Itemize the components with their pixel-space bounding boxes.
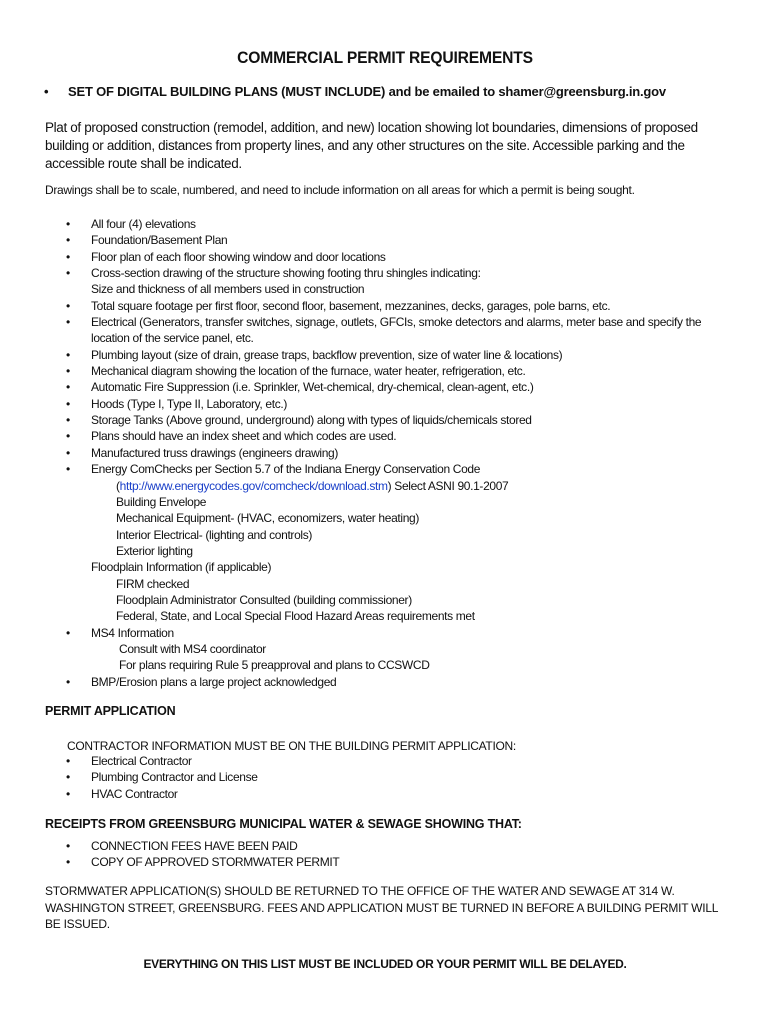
list-subitem: [66, 559, 726, 575]
contact-email[interactable]: shamer@greensburg.in.gov: [498, 84, 666, 99]
list-item: [66, 298, 726, 314]
list-item-text: Floor plan of each floor showing window and door locations: [91, 249, 386, 264]
list-item-text: HVAC Contractor: [91, 786, 178, 801]
list-item-text: Hoods (Type I, Type II, Laboratory, etc.): [91, 396, 287, 411]
list-subitem-text: Size and thickness of all members used in construction: [91, 282, 365, 297]
bullet-icon: •: [66, 413, 70, 428]
list-subitem-text: Mechanical Equipment- (HVAC, economizers, water heating): [116, 511, 419, 526]
bullet-icon: •: [66, 396, 70, 411]
list-item-text: BMP/Erosion plans a large project acknowledged: [91, 674, 337, 689]
list-subitem: [66, 478, 726, 494]
list-item-text: Mechanical diagram showing the location of the furnace, water heater, refrigeration, etc.: [91, 364, 526, 379]
footer-warning: EVERYTHING ON THIS LIST MUST BE INCLUDED OR YOUR PERMIT WILL BE DELAYED.: [143, 957, 627, 971]
list-item: [66, 854, 726, 870]
list-subitem: [66, 281, 726, 297]
list-subitem-text: FIRM checked: [116, 576, 190, 591]
stormwater-note: STORMWATER APPLICATION(S) SHOULD BE RETURNED TO THE OFFICE OF THE WATER AND SEWAGE AT 314 W. WASHINGTON STREET, GREENSBURG. FEES AND APPLICATION MUST BE TURNED IN BEFORE A BUILDING PERMIT WILL BE ISSUED.: [45, 884, 718, 931]
bullet-icon: •: [66, 445, 70, 460]
bullet-icon: •: [66, 298, 70, 313]
list-item-text: Automatic Fire Suppression (i.e. Sprinkler, Wet-chemical, dry-chemical, clean-agent, etc.): [91, 380, 534, 395]
list-item: [66, 216, 726, 232]
list-subitem-text: Floodplain Administrator Consulted (building commissioner): [116, 592, 412, 607]
list-subitem: [66, 657, 726, 673]
bullet-icon: •: [66, 315, 70, 330]
list-item: [66, 347, 726, 363]
receipts-list: [66, 838, 726, 871]
requirements-list: [66, 216, 726, 690]
bullet-icon: •: [66, 674, 70, 689]
list-item: [66, 396, 726, 412]
digital-plans-label: SET OF DIGITAL BUILDING PLANS (MUST INCLUDE) and be emailed to: [68, 84, 499, 99]
list-item-text: Plumbing Contractor and License: [91, 770, 258, 785]
list-item-text: Energy ComChecks per Section 5.7 of the Indiana Energy Conservation Code: [91, 462, 481, 477]
list-subitem-text: Floodplain Information (if applicable): [91, 560, 272, 575]
intro-paragraph: Plat of proposed construction (remodel, addition, and new) location showing lot boundaries, dimensions of proposed building or addition, distances from property lines, and any other structures on the site. Accessible parking and the accessible route shall be indicated.: [45, 120, 698, 171]
energy-link-line: [66, 478, 726, 494]
list-subitem-text: Building Envelope: [116, 494, 207, 509]
list-item-text: Plans should have an index sheet and which codes are used.: [91, 429, 397, 444]
contractor-list: [66, 753, 726, 802]
list-item-text: Electrical Contractor: [91, 754, 192, 768]
list-item-text: Manufactured truss drawings (engineers drawing): [91, 445, 339, 460]
list-item-text: COPY OF APPROVED STORMWATER PERMIT: [91, 855, 340, 870]
bullet-icon: •: [66, 786, 70, 801]
bullet-icon: •: [44, 84, 49, 99]
bullet-icon: •: [66, 266, 70, 281]
list-subitem: [66, 641, 726, 657]
bullet-icon: •: [66, 855, 70, 870]
list-item-text: CONNECTION FEES HAVE BEEN PAID: [91, 839, 298, 853]
list-item: [66, 753, 726, 769]
list-item: [66, 625, 726, 641]
list-item-text: Electrical (Generators, transfer switches, signage, outlets, GFCIs, smoke detectors and alarms, meter base and specify the location of the service panel, etc.: [91, 315, 702, 346]
list-subitem: [66, 608, 726, 624]
list-subitem: [66, 576, 726, 592]
list-subitem: [66, 543, 726, 559]
list-subitem: [66, 592, 726, 608]
list-subitem-text: Interior Electrical- (lighting and controls): [116, 527, 313, 542]
bullet-icon: •: [66, 625, 70, 640]
list-item: [66, 412, 726, 428]
list-subitem: [66, 510, 726, 526]
list-item-text: Foundation/Basement Plan: [91, 233, 228, 248]
list-subitem-text: Consult with MS4 coordinator: [119, 641, 266, 656]
paren-open: (: [116, 478, 120, 493]
receipts-heading: RECEIPTS FROM GREENSBURG MUNICIPAL WATER & SEWAGE SHOWING THAT:: [45, 817, 522, 831]
list-item: [66, 265, 726, 281]
list-item: [66, 249, 726, 265]
digital-plans-text: [68, 84, 666, 99]
list-item: [66, 314, 726, 347]
list-item-text: Plumbing layout (size of drain, grease traps, backflow prevention, size of water line & locations): [91, 347, 563, 362]
list-item-text: Total square footage per first floor, second floor, basement, mezzanines, decks, garages, pole barns, etc.: [91, 298, 611, 313]
drawings-note: Drawings shall be to scale, numbered, and need to include information on all areas for which a permit is being sought.: [45, 183, 635, 197]
list-item: [66, 461, 726, 477]
list-subitem: [66, 527, 726, 543]
list-item: [66, 379, 726, 395]
bullet-icon: •: [66, 380, 70, 395]
bullet-icon: •: [66, 217, 70, 231]
bullet-icon: •: [66, 347, 70, 362]
list-item: [66, 428, 726, 444]
list-item-text: All four (4) elevations: [91, 217, 196, 231]
list-item: [66, 232, 726, 248]
list-item: [66, 838, 726, 854]
list-subitem-text: Federal, State, and Local Special Flood Hazard Areas requirements met: [116, 609, 475, 624]
page-title: COMMERCIAL PERMIT REQUIREMENTS: [237, 48, 533, 67]
energy-link-suffix: ) Select ASNI 90.1-2007: [387, 478, 509, 493]
bullet-icon: •: [66, 429, 70, 444]
permit-application-heading: PERMIT APPLICATION: [45, 704, 176, 718]
list-item-text: MS4 Information: [91, 625, 174, 640]
bullet-icon: •: [66, 249, 70, 264]
bullet-icon: •: [66, 233, 70, 248]
list-subitem-text: Exterior lighting: [116, 543, 193, 558]
list-item: [66, 786, 726, 802]
list-item: [66, 674, 726, 690]
list-item: [66, 445, 726, 461]
list-subitem-text: For plans requiring Rule 5 preapproval and plans to CCSWCD: [119, 658, 430, 673]
list-item-text: Storage Tanks (Above ground, underground) along with types of liquids/chemicals stored: [91, 413, 532, 428]
list-item-text: Cross-section drawing of the structure showing footing thru shingles indicating:: [91, 266, 481, 281]
list-item: [66, 769, 726, 785]
bullet-icon: •: [66, 754, 70, 768]
list-item: [66, 363, 726, 379]
bullet-icon: •: [66, 839, 70, 853]
bullet-icon: •: [66, 770, 70, 785]
contractor-note: CONTRACTOR INFORMATION MUST BE ON THE BUILDING PERMIT APPLICATION:: [67, 739, 516, 753]
bullet-icon: •: [66, 462, 70, 477]
bullet-icon: •: [66, 364, 70, 379]
comcheck-download-link[interactable]: http://www.energycodes.gov/comcheck/download.stm: [119, 478, 388, 493]
list-subitem: [66, 494, 726, 510]
